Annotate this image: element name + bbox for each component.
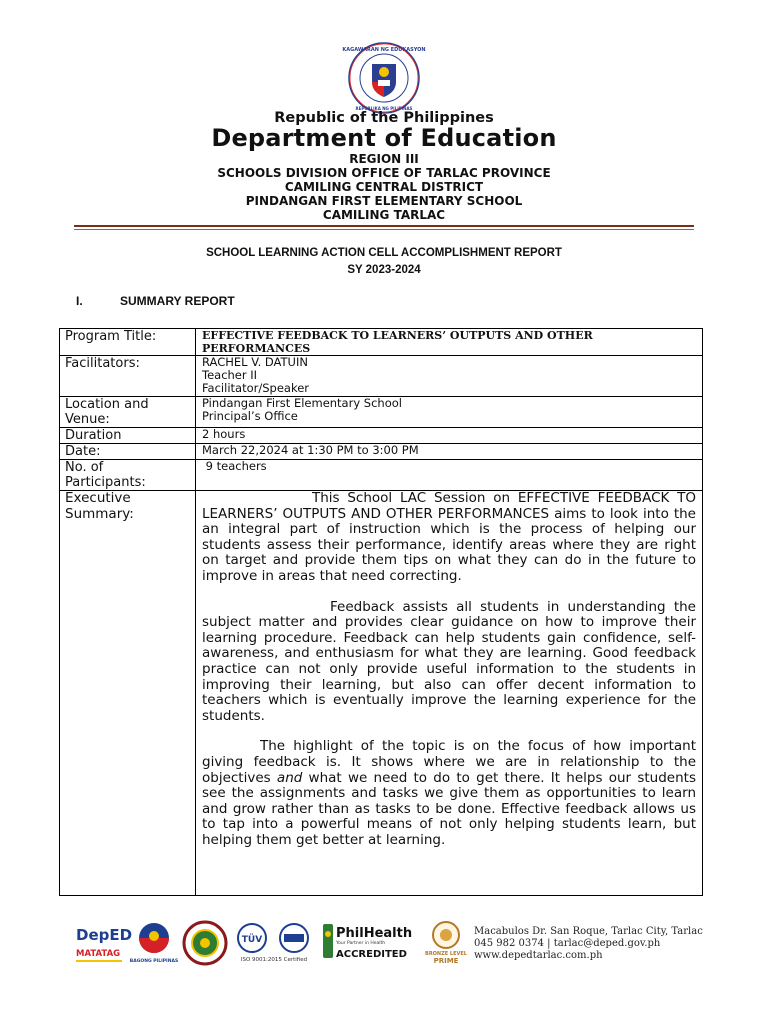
philhealth-text: PhilHealth [336, 926, 413, 941]
facilitator-name: RACHEL V. DATUIN [202, 355, 308, 369]
school-year: SY 2023-2024 [347, 264, 421, 276]
bagong-pilipinas-text: BAGONG PILIPINAS [129, 959, 179, 964]
bronze-level-prime-logo [424, 920, 468, 966]
philhealth-tagline: Your Partner in Health [336, 941, 386, 946]
deped-seal-logo [342, 42, 426, 114]
facilitator-role: Facilitator/Speaker [202, 381, 309, 395]
program-title-value: EFFECTIVE FEEDBACK TO LEARNERS’ OUTPUTS AND OTHER PERFORMANCES [196, 329, 703, 356]
seal-text-bottom: REPUBLIKA NG PILIPINAS [355, 106, 413, 111]
summary-paragraph-1: This School LAC Session on EFFECTIVE FEEDBACK TO LEARNERS’ OUTPUTS AND OTHER PERFORMANCES aims to look into the an integral part of instruction which is the process of helping our students assess their performance, identify areas where they are right on target and provide them tips on what they can do in the future to improve in areas that need correcting. [202, 490, 696, 584]
summary-paragraph-3-part-a: The highlight of the topic is on the focus of how important giving feedback is. It shows where we are in relationship to the objectives [202, 738, 696, 786]
seal-text-top: KAGAWARAN NG EDUKASYON [342, 47, 426, 53]
table-row [60, 444, 703, 460]
header-rule-thin [74, 229, 694, 230]
table-row [60, 491, 703, 896]
summary-paragraph-3-part-b: what we need to do to get there. It helps our students see the assignments and tasks we give them as opportunities to learn and grow rather than as tasks to be done. Effective feedback allows us to tap into a powerful means of not only helping students learn, but helping them get better at learning. [202, 769, 696, 848]
location-value [196, 397, 703, 428]
accredited-text: ACCREDITED [336, 949, 407, 960]
footer-phone-email: 045 982 0374 | tarlac@deped.gov.ph [474, 938, 661, 949]
location-school: Pindangan First Elementary School [202, 396, 402, 410]
summary-label [60, 491, 196, 896]
matatag-text: MATATAG [76, 949, 121, 959]
section-title: SUMMARY REPORT [120, 294, 235, 308]
summary-paragraph-3-emphasis: and [276, 769, 303, 786]
executive-summary [196, 491, 702, 848]
table-row [60, 356, 703, 397]
participants-value: 9 teachers [196, 460, 703, 491]
summary-paragraph-3 [202, 739, 696, 848]
department-heading: Department of Education [211, 124, 557, 152]
division-seal-logo [182, 920, 228, 966]
district-line: CAMILING CENTRAL DISTRICT [284, 180, 484, 194]
address-line: CAMILING TARLAC [322, 208, 446, 222]
republic-heading: Republic of the Philippines [274, 110, 494, 126]
facilitators-label: Facilitators: [60, 356, 196, 397]
section-number: I. [76, 294, 83, 308]
location-room: Principal’s Office [202, 409, 298, 423]
table-row [60, 329, 703, 356]
iso-text: ISO 9001:2015 Certified [240, 957, 308, 963]
facilitator-position: Teacher II [202, 368, 258, 382]
region-line: REGION III [349, 152, 419, 166]
date-value: March 22,2024 at 1:30 PM to 3:00 PM [196, 444, 703, 460]
prime-text: PRIME [433, 957, 459, 965]
participants-label-line2: Participants: [65, 475, 146, 490]
location-label-line1: Location and [65, 397, 149, 412]
bagong-pilipinas-logo [130, 920, 178, 966]
location-label [60, 397, 196, 428]
duration-value: 2 hours [196, 428, 703, 444]
summary-label-line1: Executive [65, 490, 131, 506]
summary-label-line2: Summary: [65, 505, 134, 522]
footer-contact [474, 926, 703, 962]
location-label-line2: Venue: [65, 412, 110, 427]
participants-label-line1: No. of [65, 460, 104, 475]
footer-website: www.depedtarlac.com.ph [474, 950, 603, 961]
svg-text:TÜV: TÜV [241, 935, 263, 945]
duration-label: Duration [60, 428, 196, 444]
iso-certification-logo [234, 922, 314, 964]
table-row [60, 397, 703, 428]
summary-paragraph-2: Feedback assists all students in understanding the subject matter and provides clear guidance on how to improve their learning procedure. Feedback can help students gain confidence, self-awareness, and enthusiasm for what they are learning. Good feedback practice can not only provide useful information to the students in improving their learning, but also can offer decent information to teachers which is eventually improve the learning experience for the students. [202, 598, 696, 724]
facilitators-value [196, 356, 703, 397]
report-title: SCHOOL LEARNING ACTION CELL ACCOMPLISHMENT REPORT [206, 247, 562, 259]
table-row [60, 460, 703, 491]
school-line: PINDANGAN FIRST ELEMENTARY SCHOOL [245, 194, 523, 208]
program-title-label: Program Title: [60, 329, 196, 356]
philhealth-accredited-logo [322, 920, 414, 964]
executive-summary-cell [196, 491, 703, 896]
bronze-level-text: BRONZE LEVEL [425, 951, 467, 957]
section-heading [76, 294, 235, 308]
date-label: Date: [60, 444, 196, 460]
participants-label [60, 460, 196, 491]
division-line: SCHOOLS DIVISION OFFICE OF TARLAC PROVINCE [217, 166, 551, 180]
deped-matatag-logo [74, 920, 133, 966]
summary-table [59, 328, 703, 896]
footer-address: Macabulos Dr. San Roque, Tarlac City, Tarlac [474, 926, 703, 937]
table-row [60, 428, 703, 444]
deped-logo-text: DepED [76, 926, 133, 944]
header-rule [74, 225, 694, 227]
